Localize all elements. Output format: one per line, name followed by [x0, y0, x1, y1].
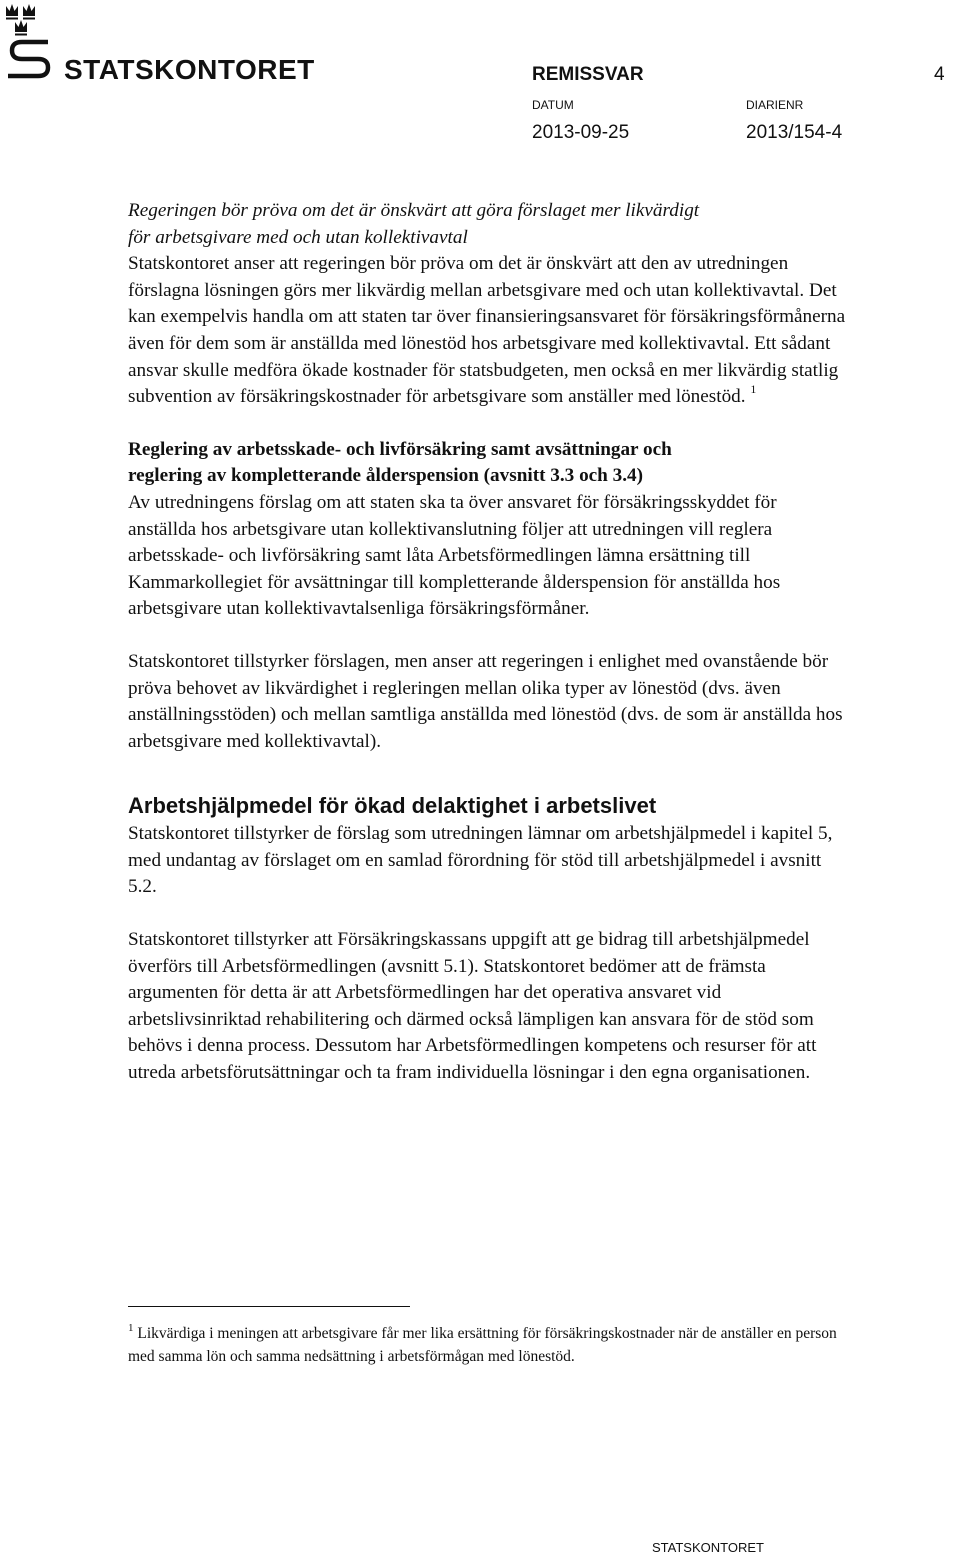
- section2-heading-line1: Reglering av arbetsskade- och livförsäkring samt avsättningar och: [128, 438, 672, 460]
- section1-heading: [128, 198, 848, 251]
- section2-paragraph-1: Av utredningens förslag om att staten ska ta över ansvaret för försäkringsskyddet för anställda hos arbetsgivare utan kollektivanslutning följer att utredningen vill reglera arbetsskade- och livförsäkring samt låta Arbetsförmedlingen lämna ersättning till Kammarkollegiet för avsättningar till kompletterande ålderspension för anställda hos arbetsgivare utan kollektivavtalsenliga försäkringsförmåner.: [128, 491, 781, 620]
- footnote-reference[interactable]: 1: [750, 382, 757, 397]
- statskontoret-logo-icon: [4, 2, 54, 80]
- section2-heading-line2: reglering av kompletterande ålderspension (avsnitt 3.3 och 3.4): [128, 465, 644, 487]
- reference-number-label: DIARIENR: [746, 98, 804, 112]
- document-type: REMISSVAR: [532, 64, 644, 85]
- date-label: DATUM: [532, 98, 574, 112]
- section3-heading: Arbetshjälpmedel för ökad delaktighet i arbetslivet: [128, 793, 657, 819]
- section1-heading-line2: för arbetsgivare med och utan kollektivavtal: [128, 226, 468, 248]
- section1-paragraph-text: Statskontoret anser att regeringen bör pröva om det är önskvärt att den av utredningen förslagna lösningen görs mer likvärdig mellan arbetsgivare med och utan kollektivavtal. Det kan exempelvis handla om att staten tar över finansieringsansvaret för försäkringsförmånerna även för dem som är anställda med lönestöd hos arbetsgivare med kollektivavtal. Ett sådant ansvar skulle medföra ökade kostnader för statsbudgeten, men också en mer likvärdig statlig subvention av försäkringskostnader för arbetsgivare som anställer med lönestöd.: [128, 253, 846, 408]
- section3-paragraph-1: Statskontoret tillstyrker de förslag som utredningen lämnar om arbetshjälpmedel i kapitel 5, med undantag av förslaget om en samlad förordning för stöd till arbetshjälpmedel i avsnitt 5.2.: [128, 823, 833, 898]
- section1-heading-line1: Regeringen bör pröva om det är önskvärt att göra förslaget mer likvärdigt: [128, 200, 700, 221]
- section2-paragraph-2: Statskontoret tillstyrker förslagen, men anser att regeringen i enlighet med ovanstående bör pröva behovet av likvärdighet i regleringen mellan olika typer av lönestöd (dvs. även anställningsstöden) och mellan samtliga anställda med lönestöd (dvs. de som är anställda hos arbetsgivare med kollektivavtal).: [128, 650, 843, 752]
- organization-name: STATSKONTORET: [64, 54, 315, 85]
- footnote: [128, 1322, 858, 1368]
- page-number: 4: [934, 64, 945, 85]
- section1-paragraph: [128, 251, 848, 411]
- footnote-text: Likvärdiga i meningen att arbetsgivare får mer lika ersättning för försäkringskostnader när de anställer en person med samma lön och samma nedsättning i arbetsförmågan med lönestöd.: [128, 1325, 837, 1365]
- footnote-divider: [128, 1306, 410, 1307]
- section2-heading: [128, 437, 848, 490]
- section3-paragraph-2: Statskontoret tillstyrker att Försäkringskassans uppgift att ge bidrag till arbetshjälpmedel överförs till Arbetsförmedlingen (avsnitt 5.1). Statskontoret bedömer att de främsta argumenten för detta är att Arbetsförmedlingen har det operativa ansvaret vid arbetslivsinriktad rehabilitering och därmed också lämpligen kan ansvara för de stöd som behövs i denna process. Dessutom har Arbetsförmedlingen kompetens och resurser för att utreda arbetsförutsättningar och ta fram individuella lösningar i den egna organisationen.: [128, 929, 817, 1084]
- footnote-number: 1: [128, 1322, 134, 1334]
- reference-number-value: 2013/154-4: [746, 122, 843, 143]
- date-value: 2013-09-25: [532, 122, 630, 143]
- document-body: [128, 198, 848, 1087]
- footer-organization-name: STATSKONTORET: [652, 1540, 764, 1555]
